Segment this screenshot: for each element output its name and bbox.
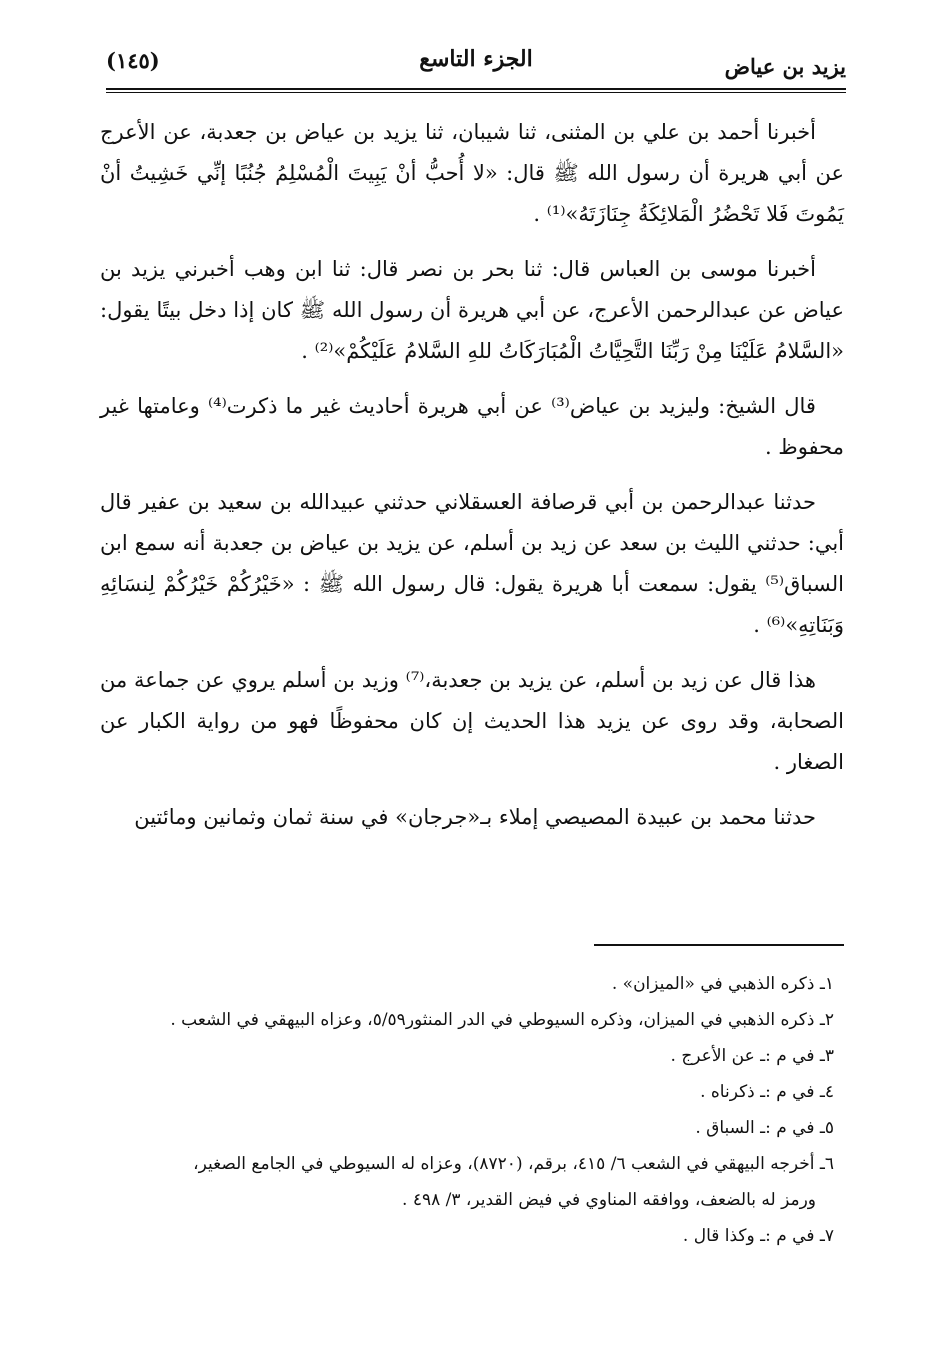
main-text [100, 112, 844, 852]
footnote-3: ٣ـ في م :ـ عن الأعرج . [670, 1046, 834, 1066]
paragraph-4: حدثنا عبدالرحمن بن أبي قرصافة العسقلاني حدثني عبيدالله بن سعيد بن عفير قال أبي: حدثني الليث بن سعد عن زيد بن أسلم، عن يزيد بن عياض بن جعدبة أنه سمع ابن السباق⁽⁵⁾ يقول: سمعت أبا هريرة يقول: قال رسول الله ﷺ : «خَيْرُكُمْ خَيْرُكُمْ لِنسَائِهِ وَبَنَاتِهِ»⁽⁶⁾ . [100, 490, 844, 637]
paragraph-5: هذا قال عن زيد بن أسلم، عن يزيد بن جعدبة،⁽⁷⁾ وزيد بن أسلم يروي عن جماعة من الصحابة، وقد روى عن يزيد هذا الحديث إن كان محفوظًا فهو من رواية الكبار عن الصغار . [100, 668, 844, 774]
footnote-6: ٦ـ أخرجه البيهقي في الشعب ٦/ ٤١٥، برقم، (٨٧٢٠)، وعزاه له السيوطي في الجامع الصغير، [193, 1154, 834, 1174]
paragraph-1: أخبرنا أحمد بن علي بن المثنى، ثنا شيبان، ثنا يزيد بن عياض بن جعدبة، عن الأعرج عن أبي هريرة أن رسول الله ﷺ قال: «لا أُحبُّ أنْ يَبِيتَ الْمُسْلِمُ جُنُبًا إنِّي خَشِيتُ أنْ يَمُوتَ فَلا تَحْضُرُ الْمَلائِكَةُ جِنَازَتَهُ»⁽¹⁾ . [100, 120, 844, 226]
paragraph-2: أخبرنا موسى بن العباس قال: ثنا بحر بن نصر قال: ثنا ابن وهب أخبرني يزيد بن عياض عن عبدالرحمن الأعرج، عن أبي هريرة أن رسول الله ﷺ كان إذا دخل بيتًا يقول: «السَّلامُ عَلَيْنَا مِنْ رَبِّنَا التَّحِيَّاتُ الْمُبَارَكَاتُ للهِ السَّلامُ عَلَيْكُمْ»⁽²⁾ . [100, 257, 844, 363]
footnote-1: ١ـ ذكره الذهبي في «الميزان» . [611, 974, 834, 994]
volume-title: الجزء التاسع [419, 46, 533, 72]
page-number: (١٤٥) [106, 48, 160, 73]
footnote-2: ٢ـ ذكره الذهبي في الميزان، وذكره السيوطي في الدر المنثور٥/٥٩، وعزاه البيهقي في الشعب . [170, 1010, 834, 1030]
footnote-7: ٧ـ في م :ـ وكذا قال . [682, 1226, 834, 1246]
running-title: يزيد بن عياض [724, 54, 846, 79]
footnote-separator [594, 944, 844, 946]
footnote-6-continued: ورمز له بالضعف، ووافقه المناوي في فيض القدير، ٣/ ٤٩٨ . [402, 1190, 816, 1210]
page-header [106, 38, 846, 88]
footnotes [100, 966, 844, 1254]
header-rule [106, 88, 846, 93]
footnote-5: ٥ـ في م :ـ السباق . [695, 1118, 834, 1138]
paragraph-6: حدثنا محمد بن عبيدة المصيصي إملاء بـ«جرجان» في سنة ثمان وثمانين ومائتين [134, 805, 816, 829]
footnote-4: ٤ـ في م :ـ ذكرناه . [700, 1082, 834, 1102]
paragraph-3: قال الشيخ: وليزيد بن عياض⁽³⁾ عن أبي هريرة أحاديث غير ما ذكرت⁽⁴⁾ وعامتها غير محفوظ . [100, 394, 844, 459]
